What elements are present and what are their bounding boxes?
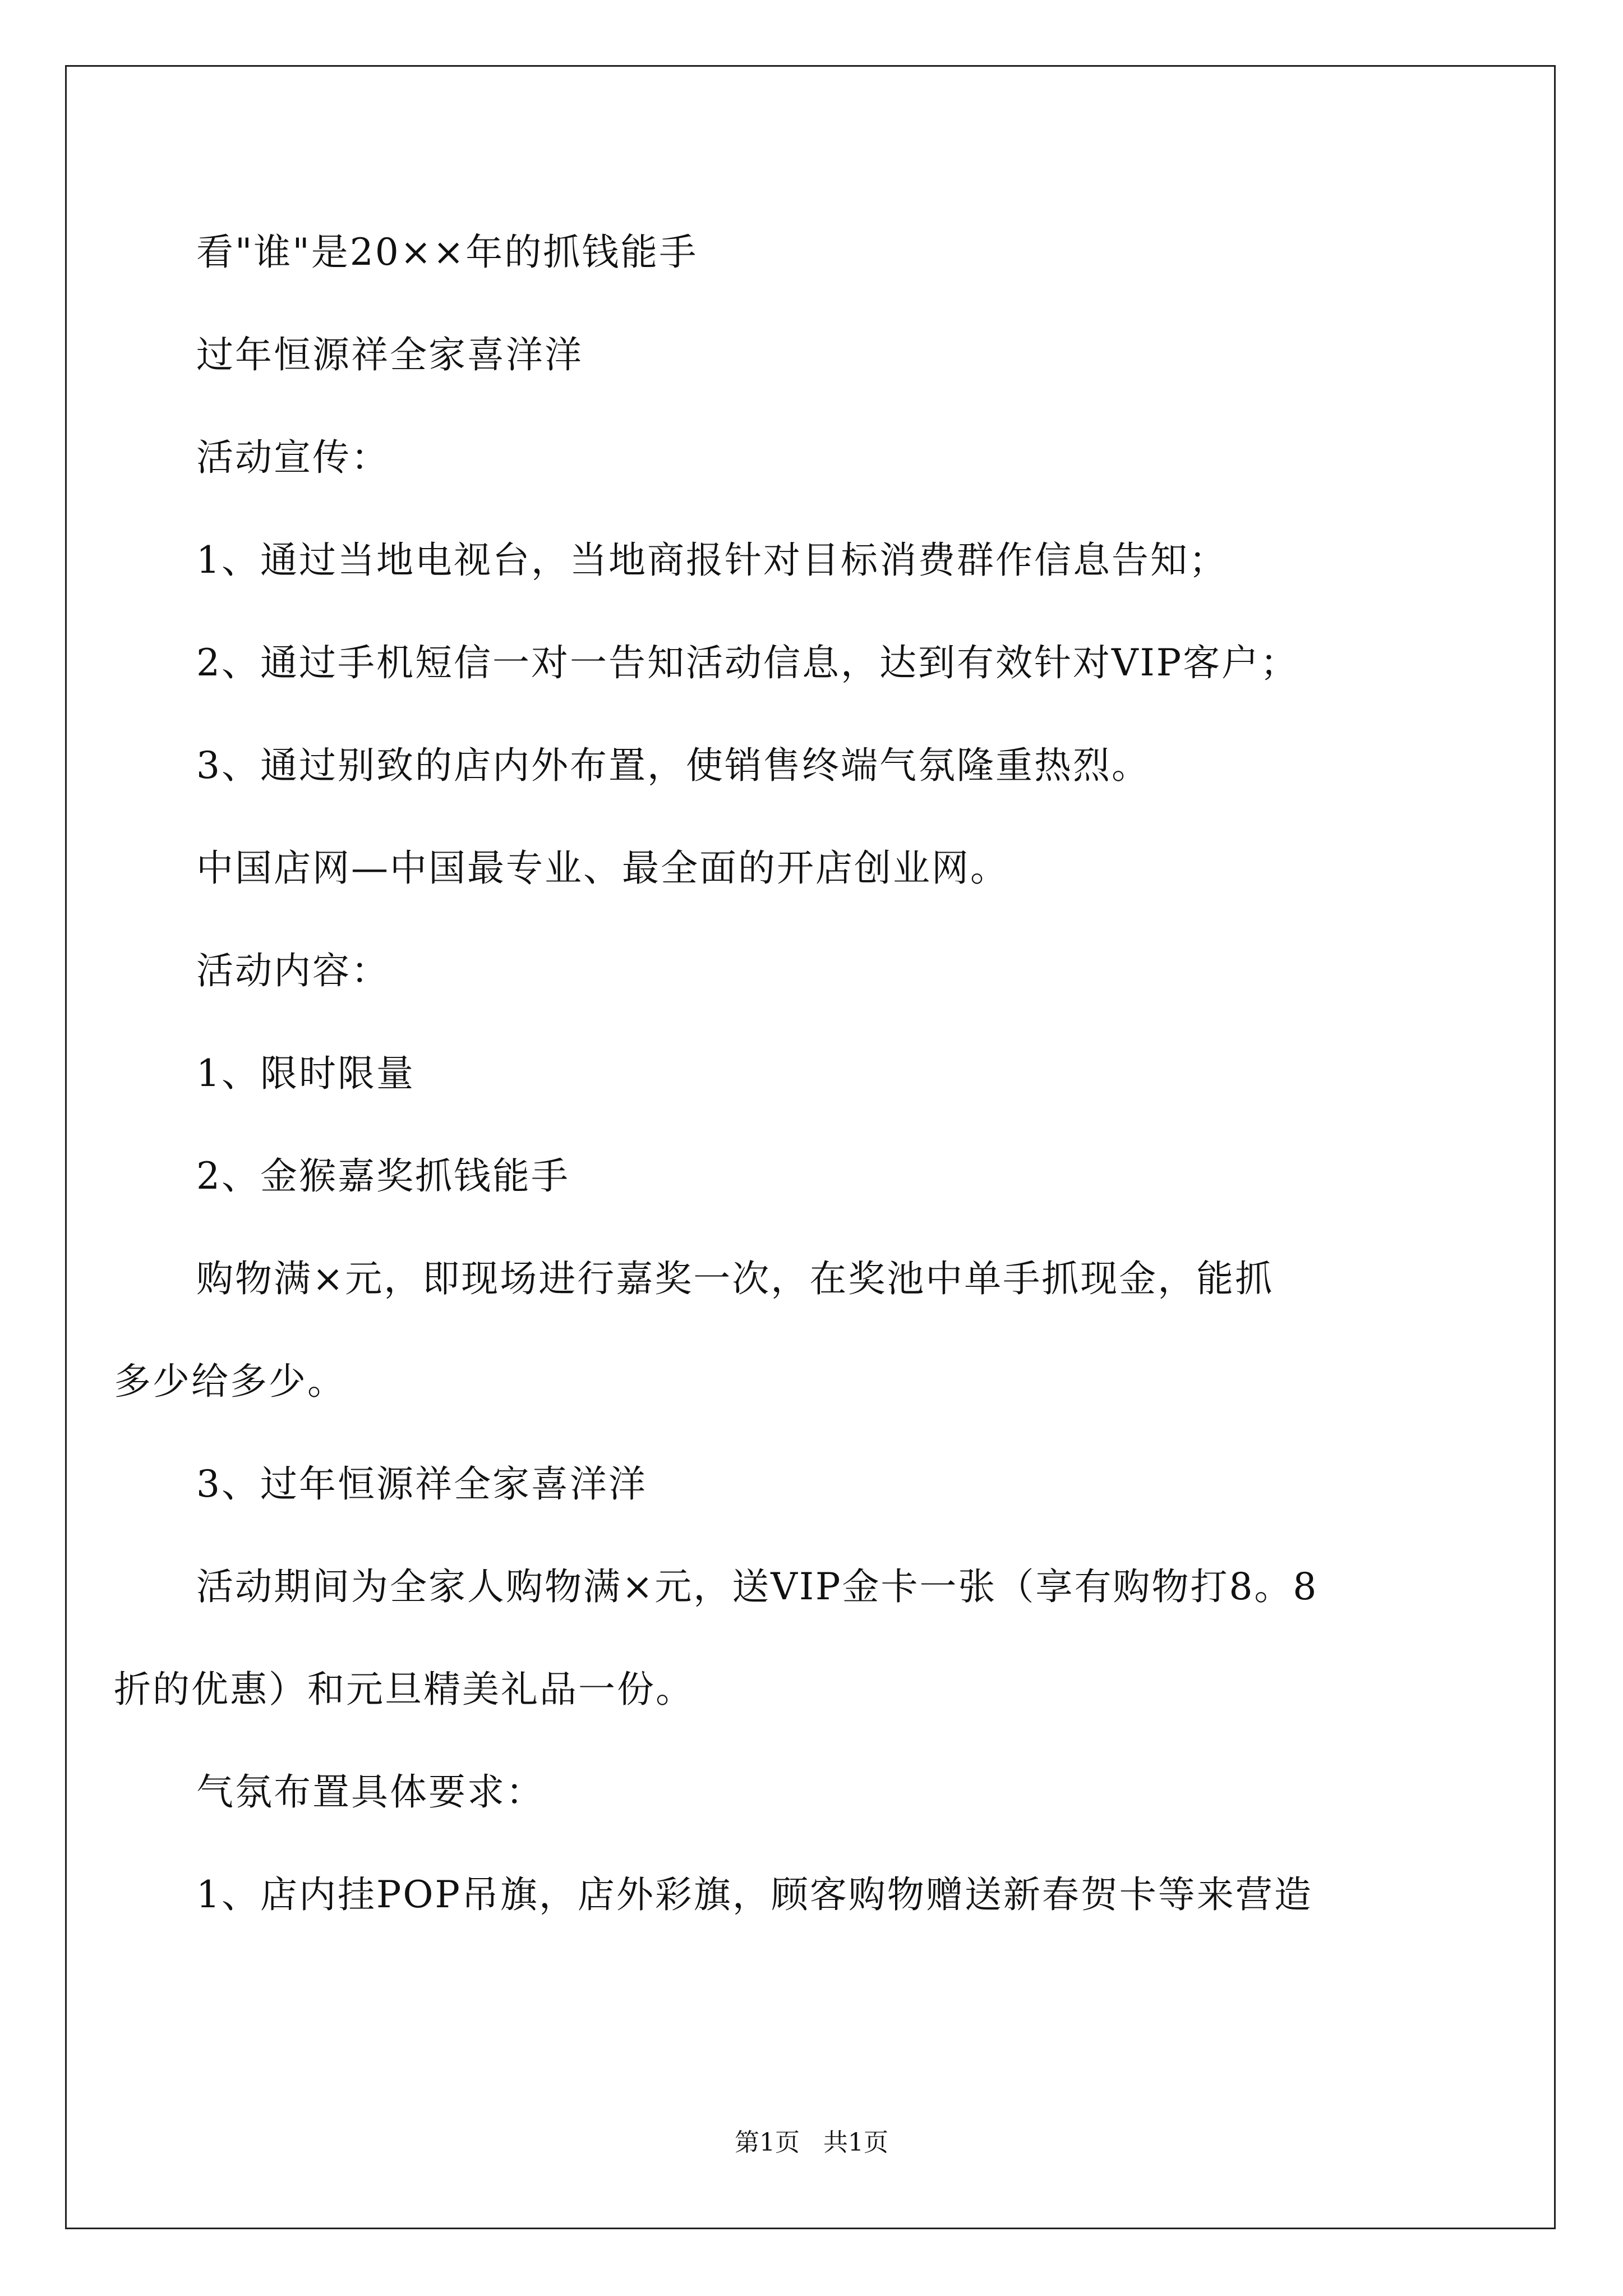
text-line: 活动期间为全家人购物满×元，送VIP金卡一张（享有购物打8。8 — [196, 1565, 1318, 1608]
text-line: 3、通过别致的店内外布置，使销售终端气氛隆重热烈。 — [196, 744, 1150, 787]
text-line: 1、店内挂POP吊旗，店外彩旗，顾客购物赠送新春贺卡等来营造 — [196, 1873, 1313, 1916]
page-number-footer: 第1页 共1页 — [735, 2128, 888, 2157]
text-line: 中国店网—中国最专业、最全面的开店创业网。 — [196, 846, 1009, 890]
text-line: 1、通过当地电视台，当地商报针对目标消费群作信息告知； — [196, 539, 1228, 582]
section-title: 活动宣传： — [196, 436, 390, 479]
heading-line: 过年恒源祥全家喜洋洋 — [196, 333, 583, 376]
heading-line: 看"谁"是20××年的抓钱能手 — [196, 231, 698, 274]
text-line: 购物满×元，即现场进行嘉奖一次，在奖池中单手抓现金，能抓 — [196, 1257, 1274, 1300]
text-line-continuation: 多少给多少。 — [114, 1360, 346, 1403]
text-line: 2、金猴嘉奖抓钱能手 — [196, 1154, 570, 1198]
text-line-continuation: 折的优惠）和元旦精美礼品一份。 — [114, 1668, 694, 1711]
section-title: 气氛布置具体要求： — [196, 1770, 545, 1814]
text-line: 1、限时限量 — [196, 1052, 415, 1095]
text-line: 3、过年恒源祥全家喜洋洋 — [196, 1462, 647, 1506]
section-title: 活动内容： — [196, 949, 390, 992]
text-line: 2、通过手机短信一对一告知活动信息，达到有效针对VIP客户； — [196, 641, 1299, 684]
